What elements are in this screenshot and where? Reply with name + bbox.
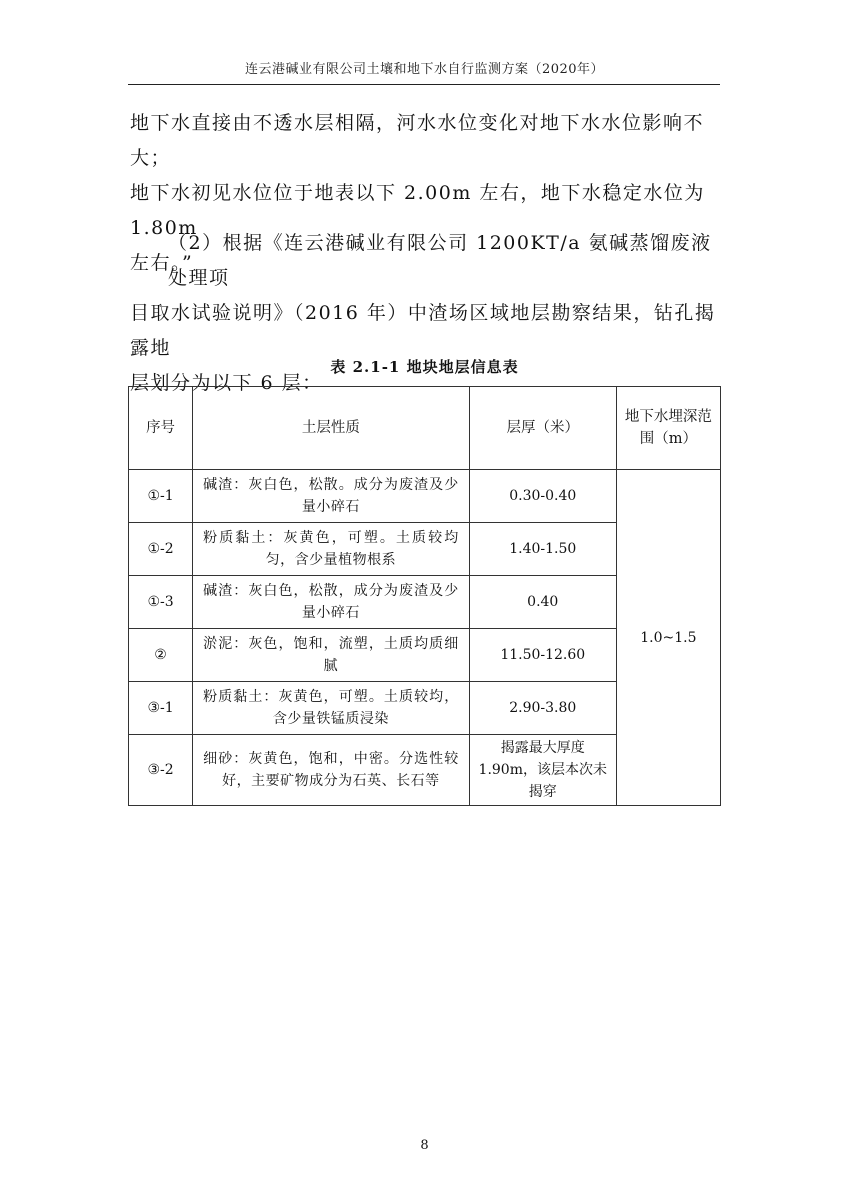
page-header-title: 连云港碱业有限公司土壤和地下水自行监测方案（2020年） <box>244 62 605 77</box>
strata-table <box>128 386 721 806</box>
property-text: 粉质黏土：灰黄色，可塑。土质较均匀，含少量植物根系 <box>203 530 459 568</box>
cell-property <box>193 523 470 576</box>
property-text: 淤泥：灰色，饱和，流塑，土质均质细腻 <box>203 636 459 674</box>
header-depth: 地下水埋深范围（m） <box>616 387 720 470</box>
table-caption: 表 2.1-1 地块地层信息表 <box>330 358 519 376</box>
page-number: 8 <box>420 1138 429 1153</box>
cell-thickness: 11.50-12.60 <box>469 629 616 682</box>
cell-no: ①-1 <box>129 470 193 523</box>
header-no: 序号 <box>129 387 193 470</box>
paragraph-line: （2）根据《连云港碱业有限公司 1200KT/a 氨碱蒸馏废液处理项 <box>168 232 712 289</box>
cell-thickness: 0.40 <box>469 576 616 629</box>
property-text: 粉质黏土：灰黄色，可塑。土质较均，含少量铁锰质浸染 <box>203 689 459 727</box>
cell-no: ①-3 <box>129 576 193 629</box>
cell-property <box>193 682 470 735</box>
cell-thickness: 2.90-3.80 <box>469 682 616 735</box>
cell-no: ③-2 <box>129 735 193 806</box>
cell-thickness: 0.30-0.40 <box>469 470 616 523</box>
cell-property <box>193 470 470 523</box>
property-text: 碱渣：灰白色，松散，成分为废渣及少量小碎石 <box>203 583 459 621</box>
paragraph-line: 左右。” <box>130 252 194 274</box>
cell-depth: 1.0~1.5 <box>616 470 720 806</box>
table-header-row <box>129 387 721 470</box>
table-row <box>129 470 721 523</box>
cell-thickness: 1.40-1.50 <box>469 523 616 576</box>
paragraph-line: 地下水初见水位位于地表以下 2.00m 左右，地下水稳定水位为 1.80m <box>130 182 705 239</box>
header-thickness: 层厚（米） <box>469 387 616 470</box>
header-property: 土层性质 <box>193 387 470 470</box>
cell-thickness: 揭露最大厚度 1.90m，该层本次未揭穿 <box>469 735 616 806</box>
paragraph-line: 层划分为以下 6 层： <box>130 372 323 394</box>
cell-property <box>193 735 470 806</box>
cell-property <box>193 576 470 629</box>
header-divider <box>128 84 720 85</box>
cell-no: ② <box>129 629 193 682</box>
paragraph-line: 地下水直接由不透水层相隔，河水水位变化对地下水水位影响不大； <box>130 112 705 169</box>
paragraph-line: 目取水试验说明》（2016 年）中渣场区域地层勘察结果，钻孔揭露地 <box>130 302 716 359</box>
cell-property <box>193 629 470 682</box>
property-text: 细砂：灰黄色，饱和，中密。分选性较好，主要矿物成分为石英、长石等 <box>203 751 459 789</box>
cell-no: ③-1 <box>129 682 193 735</box>
property-text: 碱渣：灰白色，松散。成分为废渣及少量小碎石 <box>203 477 459 515</box>
cell-no: ①-2 <box>129 523 193 576</box>
